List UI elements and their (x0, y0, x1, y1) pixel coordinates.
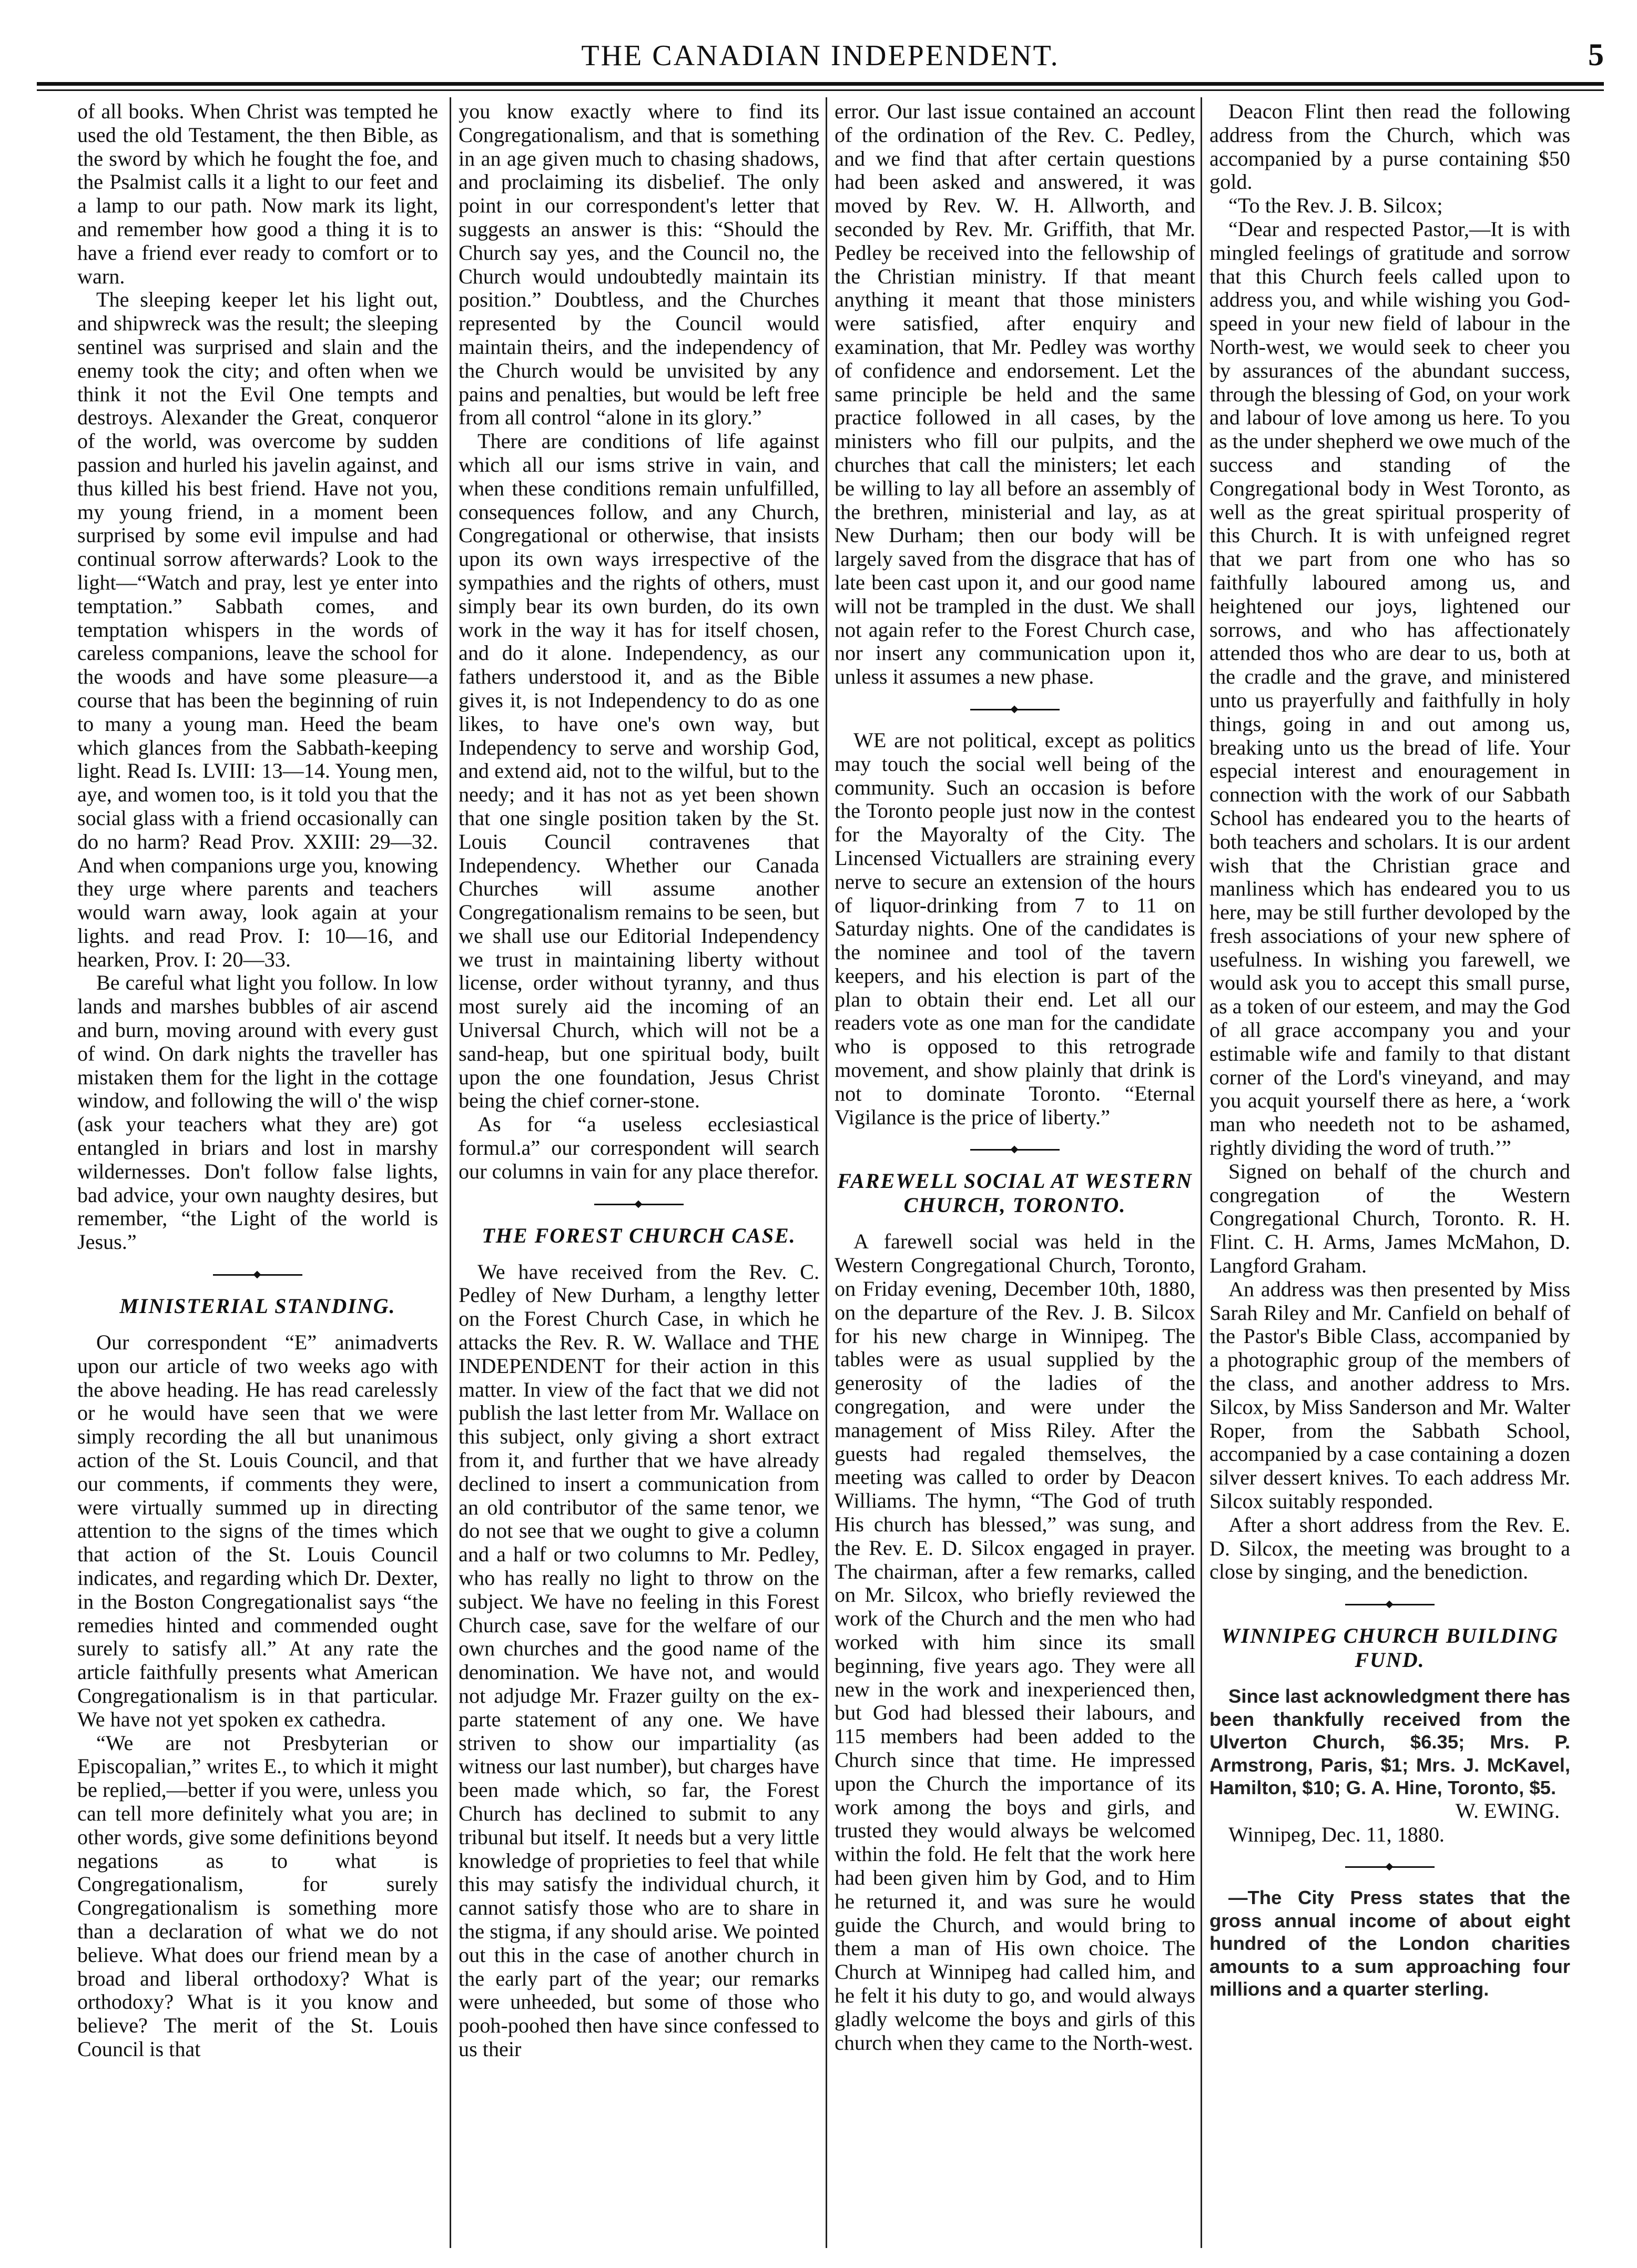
article-paragraph: —The City Press states that the gross annual income of about eight hundred of the London charities amounts to a sum approaching four millions and a quarter sterling. (1209, 1887, 1570, 2000)
column-divider-3 (1201, 97, 1202, 2248)
article-paragraph: Since last acknowledgment there has been thankfully received from the Ulverton Church, $6.35; Mrs. P. Armstrong, Paris, $1; Mrs. J. McKavel, Hamilton, $10; G. A. Hine, Toronto, $5. (1209, 1685, 1570, 1799)
column-3 (835, 100, 1195, 2251)
article-paragraph: “To the Rev. J. B. Silcox; (1228, 194, 1443, 218)
header-rule-thick (37, 82, 1604, 86)
column-4 (1209, 100, 1570, 2251)
article-paragraph: A farewell social was held in the Western Congregational Church, Toronto, on Friday evening, December 10th, 1880, on the departure of the Rev. J. B. Silcox for his new charge in Winnipeg. The tables were as usual supplied by the generosity of the ladies of the congregation, and were under the management of Miss Riley. After the guests had regaled themselves, the meeting was called to order by Deacon Williams. The hymn, “The God of truth His church has blessed,” was sung, and the Rev. E. D. Silcox engaged in prayer. The chairman, after a few remarks, called on Mr. Silcox, who briefly reviewed the work of the Church and the men who had worked with him since its small beginning, five years ago. They were all new in the work and inexperienced then, but God had blessed their labours, and 115 members had been added to the Church since that time. He impressed upon the Church the importance of its work among the boys and girls, and trusted they would always be welcomed within the fold. He felt that the work here had been given him by God, and to Him he returned it, and was sure he would guide the Church, and would bring to them a man of His own choice. The Church at Winnipeg had called him, and he felt it his duty to go, and would always gladly welcome the boys and girls of this church when they came to the North-west. (835, 1229, 1195, 2055)
section-separator (1345, 1863, 1435, 1870)
article-heading: FAREWELL SOCIAL AT WESTERN CHURCH, TORONTO. (837, 1169, 1193, 1217)
page-header (37, 36, 1604, 78)
section-separator (213, 1271, 302, 1278)
dateline: Winnipeg, Dec. 11, 1880. (1228, 1822, 1445, 1846)
column-1 (77, 100, 438, 2251)
section-separator (594, 1201, 684, 1208)
article-paragraph: An address was then presented by Miss Sarah Riley and Mr. Canfield on behalf of the Pastor's Bible Class, accompanied by a photographic group of the members of the class, and another address to Mrs. Silcox, by Miss Sanderson and Mr. Walter Roper, from the Sabbath School, accompanied by a case containing a dozen silver dessert knives. To each address Mr. Silcox suitably responded. (1209, 1277, 1570, 1513)
article-paragraph: error. Our last issue contained an account of the ordination of the Rev. C. Pedley, and we find that after certain questions had been asked and answered, it was moved by Rev. W. H. Allworth, and seconded by Rev. Mr. Griffith, that Mr. Pedley be received into the fellowship of the Christian ministry. If that meant anything it meant that those ministers were satisfied, after enquiry and examination, that Mr. Pedley was worthy of confidence and endorsement. Let the same principle be held and the same practice followed in all cases, by the ministers who fill our pulpits, and the churches that call the ministers; let each be willing to lay all before an assembly of the brethren, ministerial and lay, as at New Durham; then our body will be largely saved from the disgrace that has of late been cast upon it, and our good name will not be trampled in the dust. We shall not again refer to the Forest Church case, nor insert any communication upon it, unless it assumes a new phase. (835, 100, 1195, 689)
article-heading: THE FOREST CHURCH CASE. (482, 1223, 796, 1247)
section-separator (1345, 1601, 1435, 1608)
article-paragraph: Deacon Flint then read the following address from the Church, which was accompanied by a purse containing $50 gold. (1209, 100, 1570, 194)
header-rule-thin (37, 89, 1604, 91)
page-number: 5 (1588, 37, 1604, 72)
column-2 (459, 100, 819, 2251)
article-paragraph: We have received from the Rev. C. Pedley of New Durham, a lengthy letter on the Forest Church Case, in which he attacks the Rev. R. W. Wallace and THE INDEPENDENT for their action in this matter. In view of the fact that we did not publish the last letter from Mr. Wallace on this subject, only giving a short extract from it, and further that we have already declined to insert a communication from an old contributor of the same tenor, we do not see that we ought to give a column and a half or two columns to Mr. Pedley, who has really no light to throw on the subject. We have no feeling in this Forest Church case, save for the welfare of our own churches and the good name of the denomination. We have not, and would not adjudge Mr. Frazer guilty on the ex-parte statement of any one. We have striven to show our impartiality (as witness our last number), but charges have been made which, so far, the Forest Church has declined to submit to any tribunal but itself. It needs but a very little knowledge of proprieties to feel that while this may satisfy the individual church, it cannot satisfy those who are to share in the stigma, if any should arise. We pointed out this in the case of another church in the early part of the year; our remarks were unheeded, but some of those who pooh-poohed then have since confessed to us their (459, 1259, 819, 2061)
article-paragraph: Signed on behalf of the church and congregation of the Western Congregational Church, Toronto. R. H. Flint. C. H. Arms, James McMahon, D. Langford Graham. (1209, 1159, 1570, 1278)
article-paragraph: After a short address from the Rev. E. D. Silcox, the meeting was brought to a close by singing, and the benediction. (1209, 1512, 1570, 1584)
article-heading: WINNIPEG CHURCH BUILDING FUND. (1221, 1624, 1559, 1672)
article-paragraph: “Dear and respected Pastor,—It is with mingled feelings of gratitude and sorrow that this Church feels called upon to address you, and while wishing you God-speed in your new field of labour in the North-west, we would seek to cheer you by assurances of the abundant success, through the blessing of God, on your work and labour of love among us here. To you as the under shepherd we owe much of the success and standing of the Congregational body in West Toronto, as well as the great spiritual prosperity of this Church. It is with unfeigned regret that we part from one who has so faithfully laboured among us, and heightened our joys, lightened our sorrows, and who has affectionately attended thos who are dear to us, both at the cradle and the grave, and ministered unto us prayerfully and faithfully in holy things, going in and out among us, breaking unto us the bread of life. Your especial interest and enouragement in connection with the work of our Sabbath School has endeared you to the hearts of both teachers and scholars. It is our ardent wish that the Christian grace and manliness which has endeared you to us here, may be still further devoloped by the fresh associations of your new sphere of usefulness. In wishing you farewell, we would ask you to accept this small purse, as a token of our esteem, and may the God of all grace accompany you and your estimable wife and family to that distant corner of the Lord's vineyand, and may you acquit yourself there as here, a ‘work man who needeth not to be ashamed, rightly dividing the word of truth.’” (1209, 217, 1570, 1160)
article-paragraph: As for “a useless ecclesiastical formul.a” our correspondent will search our columns in vain for any place therefor. (459, 1112, 819, 1183)
section-separator (970, 706, 1060, 713)
newspaper-title: THE CANADIAN INDEPENDENT. (581, 39, 1060, 72)
article-heading: MINISTERIAL STANDING. (119, 1294, 396, 1318)
article-paragraph: The sleeping keeper let his light out, and shipwreck was the result; the sleeping sentinel was surprised and slain and the enemy took the city; and often when we think it not the Evil One tempts and destroys. Alexander the Great, conqueror of the world, was overcome by sudden passion and hurled his javelin against, and thus killed his best friend. Have not you, my young friend, in a moment been surprised by some evil impulse and had continual sorrow afterwards? Look to the light—“Watch and pray, lest ye enter into temptation.” Sabbath comes, and temptation whispers in the words of careless companions, leave the school for the woods and have some pleasure—a course that has been the beginning of ruin to many a young man. Heed the beam which glances from the Sabbath-keeping light. Read Is. LVIII: 13—14. Young men, aye, and women too, is it told you that the social glass with a friend occasionally can do no harm? Read Prov. XXIII: 29—32. And when companions urge you, knowing they urge where parents and teachers would warn away, look again at your lights. and read Prov. I: 10—16, and hearken, Prov. I: 20—33. (77, 288, 438, 971)
article-paragraph: WE are not political, except as politics may touch the social well being of the community. Such an occasion is before the Toronto people just now in the contest for the Mayoralty of the City. The Lincensed Victuallers are straining every nerve to secure an extension of the hours of liquor-drinking from 7 to 11 on Saturday nights. One of the candidates is the nominee and tool of the tavern keepers, and his election is part of the plan to obtain their end. Let all our readers vote as one man for the candidate who is opposed to this retrograde movement, and show plainly that drink is not to dominate Toronto. “Eternal Vigilance is the price of liberty.” (835, 728, 1195, 1129)
column-divider-1 (450, 97, 451, 2248)
article-paragraph: Be careful what light you follow. In low lands and marshes bubbles of air ascend and burn, moving around with every gust of wind. On dark nights the traveller has mistaken them for the light in the cottage window, and following the will o' the wisp (ask your teachers what they are) got entangled in briars and lost in marshy wildernesses. Don't follow false lights, bad advice, your own naughty desires, but remember, “the Light of the world is Jesus.” (77, 971, 438, 1254)
article-paragraph: There are conditions of life against which all our isms strive in vain, and when these conditions remain unfulfilled, consequences follow, and any Church, Congregational or otherwise, that insists upon its own ways irrespective of the sympathies and the rights of others, must simply bear its own burden, do its own work in the way it has for itself chosen, and do it alone. Independency, as our fathers understood it, and as the Bible gives it, is not Independency to do as one likes, to have one's own way, but Independency to serve and worship God, and extend aid, not to the wilful, but to the needy; and it has not as yet been shown that one single position taken by the St. Louis Council contravenes that Independency. Whether our Canada Churches will assume another Congregationalism remains to be seen, but we shall use our Editorial Independency we trust in maintaining liberty without license, order without tyranny, and thus most surely aid the incoming of an Universal Church, which will not be a sand-heap, but one spiritual body, built upon the one foundation, Jesus Christ being the chief corner-stone. (459, 429, 819, 1113)
article-paragraph: Our correspondent “E” animadverts upon our article of two weeks ago with the above heading. He has read carelessly or he would have seen that we were simply recording the all but unanimous action of the St. Louis Council, and that our comments, if comments they were, were virtually summed up in directing attention to the signs of the times which that action of the St. Louis Council indicates, and regarding which Dr. Dexter, in the Boston Congregationalist says “the remedies hinted and commended ought surely to satisfy all.” At any rate the article faithfully presents what American Congregationalism is in that particular. We have not yet spoken ex cathedra. (77, 1330, 438, 1731)
article-paragraph: you know exactly where to find its Congregationalism, and that is something in an age given much to chasing shadows, and proclaiming its disbelief. The only point in our correspondent's letter that suggests an answer is this: “Should the Church say yes, and the Council no, the Church would undoubtedly maintain its position.” Doubtless, and the Churches represented by the Council would maintain theirs, and the independency of the Church would be unvisited by any pains and penalties, but would be left free from all control “alone in its glory.” (459, 100, 819, 430)
signature: W. EWING. (1455, 1798, 1560, 1823)
column-divider-2 (826, 97, 827, 2248)
article-paragraph: “We are not Presbyterian or Episcopalian,” writes E., to which it might be replied,—better if you were, unless you can tell more definitely what you are; in other words, give some definitions beyond negations as to what is Congregationalism, for surely Congregationalism is something more than a declaration of what we do not believe. What does our friend mean by a broad and liberal orthodoxy? What is orthodoxy? What is it you know and believe? The merit of the St. Louis Council is that (77, 1731, 438, 2061)
section-separator (970, 1146, 1060, 1153)
article-paragraph: of all books. When Christ was tempted he used the old Testament, the then Bible, as the sword by which he fought the foe, and the Psalmist calls it a light to our feet and a lamp to our path. Now mark its light, and remember how good a thing it is to have a friend ever ready to comfort or to warn. (77, 100, 438, 288)
